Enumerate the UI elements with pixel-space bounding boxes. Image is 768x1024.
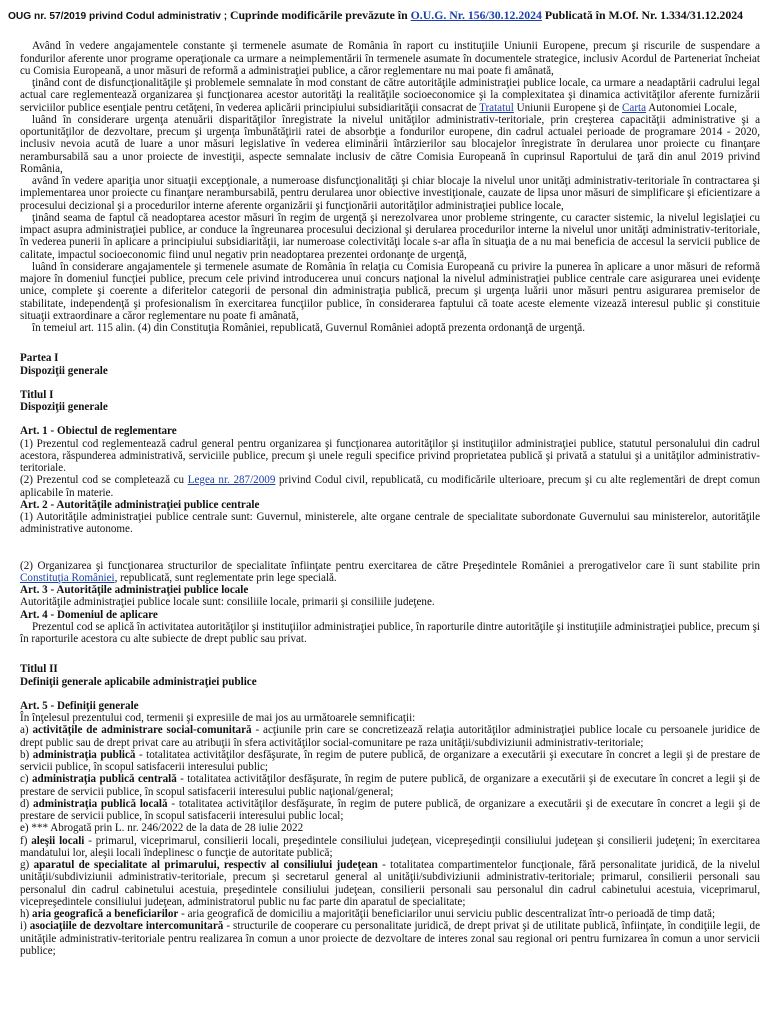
definition-label: a) bbox=[20, 724, 33, 737]
definition-item bbox=[20, 822, 760, 834]
article-paragraph: (1) Autorităţile administraţiei publice centrale sunt: Guvernul, ministerele, alte organe centrale de specialitate subordonate Guvernului sau ministerelor, autorităţile administrative autonome. bbox=[20, 511, 760, 536]
definition-term: administraţia publică bbox=[32, 748, 136, 761]
legea-287-link[interactable]: Legea nr. 287/2009 bbox=[187, 474, 276, 487]
definition-label: g) bbox=[20, 859, 34, 871]
preamble-paragraph: ţinând cont de disfuncţionalităţile şi problemele semnalate în mod constant de către autorităţile administraţiei publice locale, ca urmare a neadaptării cadrului legal actual care reglementează organizarea şi funcţionarea acestor autorităţi la realităţile socioeconomice şi la complexitatea şi dinamica activităţilor aferente furnizării serviciilor publice esenţiale pentru cetăţeni, în vederea aplicării principiului subsidiarităţii consacrat de Tratatul Uniunii Europene şi de Carta Autonomiei Locale, bbox=[20, 77, 760, 114]
definition-label: f) bbox=[20, 834, 32, 847]
definition-item bbox=[20, 908, 760, 920]
article-paragraph: Prezentul cod se aplică în activitatea autorităţilor şi instituţiilor administraţiei publice, în raporturile dintre autorităţile şi instituţiile administraţiei publice, precum şi în raporturile acestora cu alte subiecte de drept public sau privat. bbox=[20, 620, 760, 645]
part-title: Dispoziţii generale bbox=[20, 364, 108, 377]
mods-suffix: Publicată în M.Of. Nr. 1.334/31.12.2024 bbox=[544, 8, 744, 22]
tratatul-link[interactable]: Tratatul bbox=[479, 101, 514, 114]
definition-label: e) bbox=[20, 822, 32, 835]
preamble-paragraph: luând în considerare urgenţa atenuării disparităţilor înregistrate la nivelul unităţilor administrativ-teritoriale, prin creşterea capacităţii administrative şi a oportunităţilor de dezvoltare, precum şi urgenţa îmbunătăţirii ratei de absorbţie a fondurilor europene, din cadrul actualei perioade de programare 2014 - 2020, inclusiv nevoia acută de luare a unor măsuri legislative în vederea eliminării întârzierilor sau blocajelor înregistrate în derularea unor proiecte cu finanţare nerambursabilă sau a unor proiecte de investiţii, aspecte semnalate inclusiv de către Comisia Europeană în cuprinsul Raportului de ţară din anul 2019 privind România, bbox=[20, 113, 760, 175]
preamble bbox=[20, 40, 760, 334]
carta-link[interactable]: Carta bbox=[622, 101, 647, 114]
article-paragraph: (2) Organizarea şi funcţionarea structurilor de specialitate înfiinţate pentru exercitarea de către Preşedintele României a prerogativelor care îi sunt stabilite prin Constituţia României, republicată, sunt reglementate prin lege specială. bbox=[20, 559, 760, 584]
definition-label: d) bbox=[20, 797, 34, 810]
definition-label: h) bbox=[20, 908, 33, 920]
definition-term: aleşii locali bbox=[31, 834, 85, 847]
definition-text: - acţiunile prin care se concretizează relaţia autorităţilor administraţiei publice locale cu persoanele juridice de drept public sau de drept privat care au atribuţii în sfera activităţilor social-comunitare pe raza unităţii/subdiviziunii administrativ-teritoriale; bbox=[20, 724, 760, 749]
constitutia-link[interactable]: Constituţia României bbox=[20, 571, 115, 584]
definition-item bbox=[20, 749, 760, 774]
article-3-heading: Art. 3 - Autorităţile administraţiei publice locale bbox=[20, 584, 249, 596]
definition-label: b) bbox=[20, 748, 33, 761]
definition-text: - totalitatea activităţilor desfăşurate, în regim de putere publică, de organizare a executării şi de executare în concret a legii şi de prestare de servicii publice, în scopul satisfacerii interesului public naţional/general; bbox=[20, 773, 760, 798]
title-title: Dispoziţii generale bbox=[20, 401, 108, 413]
definition-term: administraţia publică locală bbox=[33, 797, 168, 810]
preamble-paragraph: ţinând seama de faptul că neadoptarea acestor măsuri în regim de urgenţă şi nerezolvarea unor probleme stringente, cu caracter sistemic, la nivelul legislaţiei cu impact asupra administraţiei publice, ar conduce la îngreunarea procesului decizional şi derularea procedurilor interne la nivelul unor unităţi administrativ-teritoriale, în vederea punerii în aplicare a principiului subsidiarităţii, iar numeroase colectivităţi locale s-ar afla în situaţia de a nu mai beneficia de accesul la servicii publice de calitate, impactul socioeconomic fiind unul negativ prin neadoptarea prezentei ordonanţe de urgenţă, bbox=[20, 211, 760, 261]
article-5-heading: Art. 5 - Definiţii generale bbox=[20, 699, 139, 712]
preamble-paragraph: având în vedere apariţia unor situaţii excepţionale, a numeroase disfuncţionalităţi şi chiar blocaje la nivelul unor unităţi administrativ-teritoriale în contractarea şi implementarea unor proiecte cu finanţare nerambursabilă, pentru derularea unor obiective investiţionale, cauzate de lipsa unor măsuri de simplificare şi eficientizare a procesului decizional şi a procedurilor interne aferente organizării şi funcţionării autorităţilor administraţiei publice locale, bbox=[20, 175, 760, 212]
definition-text: - primarul, viceprimarul, consilierii locali, preşedintele consiliului judeţean, vicepreşedinţii consiliului judeţean şi consilierii judeţeni; în exercitarea mandatului lor, aleşii locali îndeplinesc o funcţie de autoritate publică; bbox=[20, 834, 761, 859]
title-title: Definiţii generale aplicabile administraţiei publice bbox=[20, 675, 257, 688]
article-intro: În înţelesul prezentului cod, termenii şi expresiile de mai jos au următoarele semnificaţii: bbox=[20, 712, 416, 724]
article-paragraph: Autorităţile administraţiei publice locale sunt: consiliile locale, primarii şi consiliile judeţene. bbox=[20, 596, 435, 609]
preamble-paragraph: luând în considerare angajamentele şi termenele asumate de România în relaţia cu Comisia Europeană cu privire la punerea în aplicare a unor măsuri de reformă majore în domeniul funcţiei publice, precum cele privind introducerea unui concurs naţional la nivelul administraţiei publice centrale care asigurarea unei evidenţe unice, complete şi coerente a diferitelor categorii de personal din administraţia publică, precum şi urgenţa luării unor măsuri pentru asigurarea premiselor de stabilitate, independenţă şi profesionalism în exercitarea funcţiilor publice, în considerarea faptului că toate aceste elemente vizează interesul public şi constituie situaţii extraordinare a căror reglementare nu poate fi amânată, bbox=[20, 260, 760, 322]
definition-term: administraţia publică centrală bbox=[31, 773, 177, 786]
definition-item bbox=[20, 859, 760, 908]
definition-text: - aria geografică de domiciliu a majorităţii beneficiarilor unui serviciu public descentralizat într-o perioadă de timp dată; bbox=[181, 908, 716, 920]
article-1-heading: Art. 1 - Obiectul de reglementare bbox=[20, 425, 177, 438]
part-heading: Partea I bbox=[20, 352, 59, 365]
definition-item bbox=[20, 835, 760, 860]
act-title: OUG nr. 57/2019 privind Codul administrativ ; bbox=[8, 11, 228, 22]
definition-label: i) bbox=[20, 920, 30, 933]
title-heading: Titlul I bbox=[20, 388, 54, 401]
preamble-paragraph: Având în vedere angajamentele constante şi termenele asumate de România în raport cu instituţiile Uniunii Europene, precum şi riscurile de suspendare a fondurilor aferente unor programe operaţionale ca urmare a neimplementării în termenele asumate în documentele strategice, inclusiv Acordul de Parteneriat încheiat cu Comisia Europeană, a unor măsuri de reformă a administraţiei publice, a căror reglementare nu mai poate fi amânată, bbox=[20, 40, 760, 77]
mods-prefix: Cuprinde modificările prevăzute în bbox=[229, 8, 408, 22]
article-2-heading: Art. 2 - Autorităţile administraţiei publice centrale bbox=[20, 498, 260, 511]
definition-term: asociaţiile de dezvoltare intercomunitară bbox=[29, 920, 224, 933]
definition-term: aparatul de specialitate al primarului, respectiv al consiliului judeţean bbox=[33, 859, 378, 871]
definition-text: *** Abrogată prin L. nr. 246/2022 de la data de 28 iulie 2022 bbox=[31, 822, 304, 835]
article-paragraph: (2) Prezentul cod se completează cu Legea nr. 287/2009 privind Codul civil, republicată, cu modificările ulterioare, precum şi cu alte reglementări de drept comun aplicabile în materie. bbox=[20, 474, 760, 499]
definition-text: - totalitatea activităţilor desfăşurate, în regim de putere publică, de organizare a executării şi executare în concret a legii şi de prestare de servicii publice, în scopul satisfacerii interesului public; bbox=[20, 748, 760, 773]
definition-item bbox=[20, 798, 760, 823]
title-heading: Titlul II bbox=[20, 663, 58, 676]
definition-term: activităţile de administrare social-comunitară bbox=[32, 724, 252, 737]
document-header bbox=[8, 9, 760, 23]
definition-label: c) bbox=[20, 773, 32, 786]
definition-term: aria geografică a beneficiarilor bbox=[32, 908, 179, 920]
definition-text: - structurile de cooperare cu personalitate juridică, de drept privat şi de utilitate publică, înfiinţate, în condiţiile legii, de unităţile administrativ-teritoriale pentru realizarea în comun a unor proiecte de dezvoltare de interes zonal sau regional ori pentru furnizarea în comun a unor servicii publice; bbox=[20, 920, 760, 957]
definitions-list bbox=[20, 724, 760, 957]
article-paragraph: (1) Prezentul cod reglementează cadrul general pentru organizarea şi funcţionarea autorităţilor şi instituţiilor administraţiei publice, statutul personalului din cadrul acestora, răspunderea administrativă, serviciile publice, precum şi unele reguli specifice privind proprietatea publică şi privată a statului şi a unităţilor administrativ-teritoriale. bbox=[20, 437, 760, 474]
definition-item bbox=[20, 724, 760, 749]
preamble-paragraph: în temeiul art. 115 alin. (4) din Constituţia României, republicată, Guvernul României adoptă prezenta ordonanţă de urgenţă. bbox=[32, 322, 585, 334]
definition-item bbox=[20, 773, 760, 798]
definition-item bbox=[20, 920, 760, 957]
article-4-heading: Art. 4 - Domeniul de aplicare bbox=[20, 608, 158, 621]
definition-text: - totalitatea compartimentelor funcţionale, fără personalitate juridică, de la nivelul unităţii/subdiviziunii administrativ-teritoriale, precum şi secretarul general al unităţii/subdiviziunii administrativ-teritoriale; primarul, consilierii personali sau personalul din cadrul cabinetului acestuia, preşedintele consiliului judeţean, consilierii personali sau personalul din cadrul cabinetului acestuia, viceprimarul, vicepreşedintele consiliului judeţean, administratorul public nu fac parte din aparatul de specialitate; bbox=[20, 859, 761, 908]
oug-156-link[interactable]: O.U.G. Nr. 156/30.12.2024 bbox=[410, 8, 542, 22]
definition-text: - totalitatea activităţilor desfăşurate, în regim de putere publică, de organizare a executării şi de executare în concret a legii şi de prestare de servicii publice, în scopul satisfacerii interesului public local; bbox=[20, 797, 760, 822]
